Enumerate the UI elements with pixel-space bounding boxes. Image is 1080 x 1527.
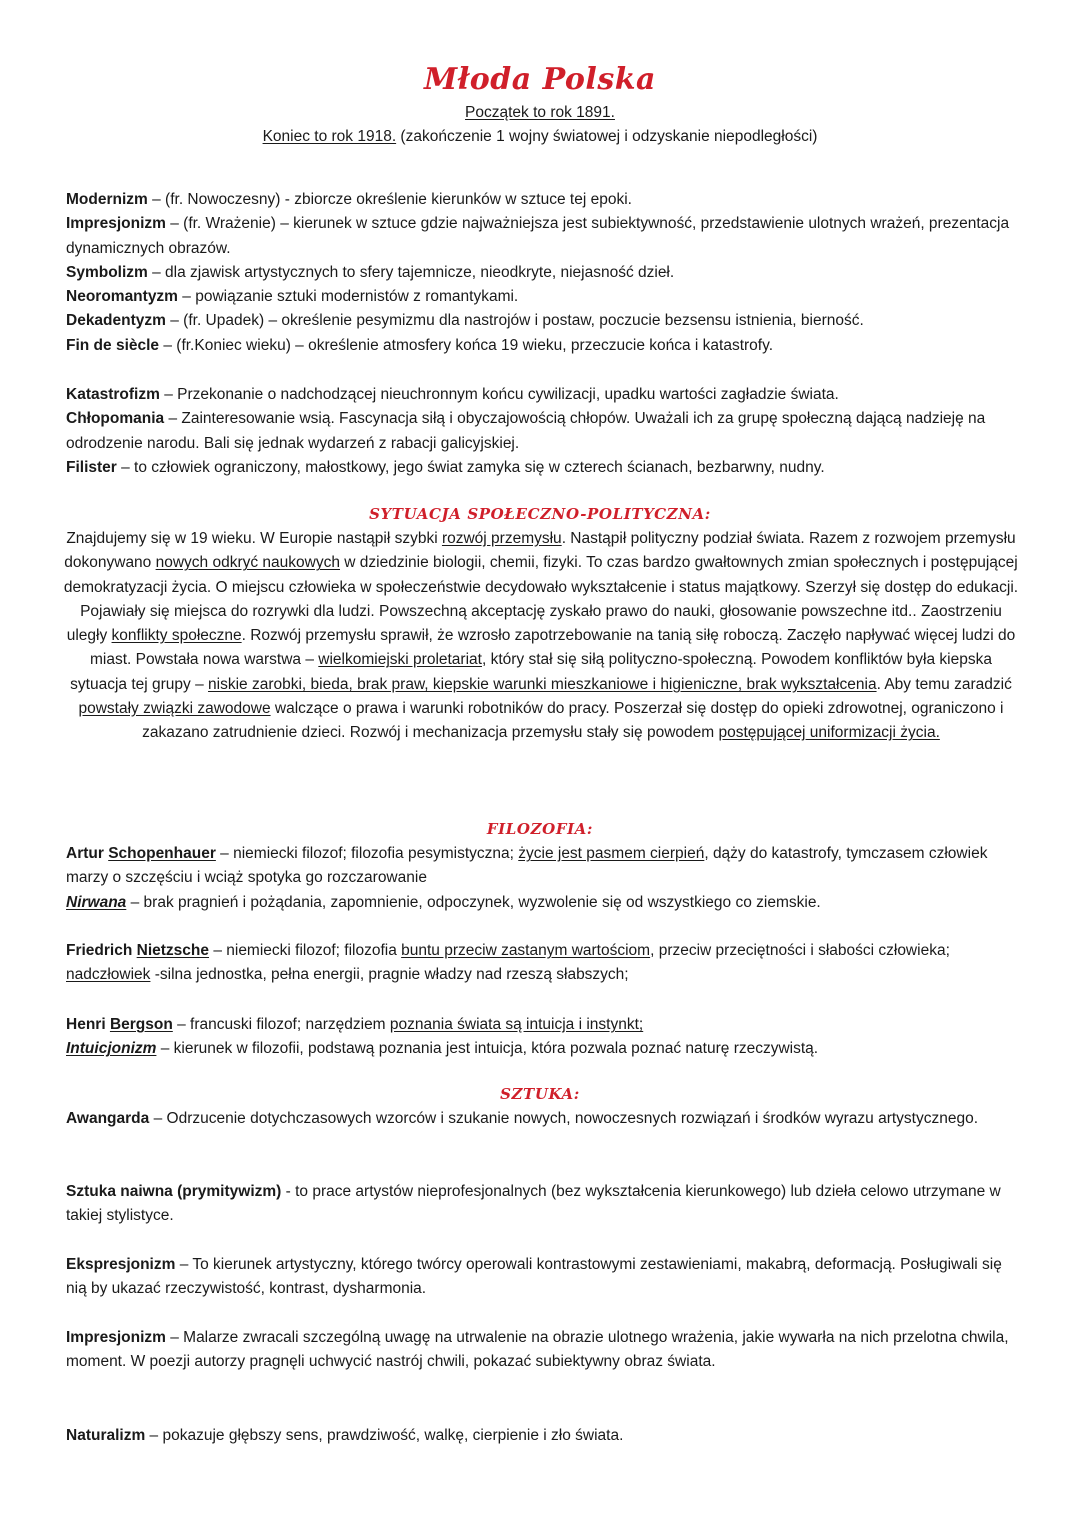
philosophy-nietzsche: Friedrich Nietzsche – niemiecki filozof; filozofia buntu przeciw zastanym wartościom, przeciw przeciętności i słabości człowieka; nadczłowiek -silna jednostka, pełna energii, pragnie władzy nad rzeszą słabszych; bbox=[66, 942, 950, 984]
term-item: Symbolizm – dla zjawisk artystycznych to sfery tajemnicze, nieodkryte, niejasność dzieł. bbox=[66, 263, 675, 281]
art-awangarda: Awangarda – Odrzucenie dotychczasowych wzorców i szukanie nowych, nowoczesnych rozwiązań i środków wyrazu artystycznego. bbox=[66, 1110, 979, 1127]
section-heading-art: SZTUKA: bbox=[500, 1085, 580, 1103]
section-heading-philosophy: FILOZOFIA: bbox=[486, 820, 594, 838]
term-item: Impresjonizm – (fr. Wrażenie) – kierunek w sztuce gdzie najważniejsza jest subiektywność, przedstawienie ulotnych wrażeń, prezentacja dynamicznych obrazów. bbox=[66, 215, 1010, 257]
end-year: Koniec to rok 1918. (zakończenie 1 wojny światowej i odzyskanie niepodległości) bbox=[262, 128, 818, 145]
term-item: Fin de siècle – (fr.Koniec wieku) – określenie atmosfery końca 19 wieku, przeczucie końca i katastrofy. bbox=[66, 336, 774, 354]
term-item: Katastrofizm – Przekonanie o nadchodzącej nieuchronnym końcu cywilizacji, upadku wartości zagładzie świata. bbox=[66, 386, 839, 403]
page-title: Młoda Polska bbox=[424, 62, 656, 97]
art-sztuka-naiwna: Sztuka naiwna (prymitywizm) - to prace artystów nieprofesjonalnych (bez wykształcenia kierunkowego) lub dzieła celowo utrzymane w takiej stylistyce. bbox=[66, 1183, 1001, 1225]
term-item: Chłopomania – Zainteresowanie wsią. Fascynacja siłą i obyczajowością chłopów. Uważali ich za grupę społeczną dającą nadzieję na odrodzenie narodu. Bali się jednak wydarzeń z rabacji galicyjskiej. bbox=[66, 410, 986, 452]
terms-list bbox=[66, 188, 1016, 358]
art-impresjonizm: Impresjonizm – Malarze zwracali szczególną uwagę na utrwalenie na obrazie ulotnego wrażenia, jakie wywarła na nich przelotna chwila, moment. W poezji autorzy pragnęli uchwycić nastrój chwili, pokazać subiektywny obraz świata. bbox=[66, 1329, 1009, 1371]
art-ekspresjonizm: Ekspresjonizm – To kierunek artystyczny, którego twórcy operowali kontrastowymi zestawieniami, makabrą, deformacją. Posługiwali się nią by ukazać rzeczywistość, kontrast, dysharmonia. bbox=[66, 1256, 1002, 1298]
section-heading-social: SYTUACJA SPOŁECZNO-POLITYCZNA: bbox=[369, 505, 711, 523]
philosophy-bergson: Henri Bergson – francuski filozof; narzędziem poznania świata są intuicja i instynkt; Intuicjonizm – kierunek w filozofii, podstawą poznania jest intuicja, która pozwala poznać naturę rzeczywistą. bbox=[66, 1016, 819, 1058]
start-year: Początek to rok 1891. bbox=[465, 104, 615, 121]
social-paragraph: Znajdujemy się w 19 wieku. W Europie nastąpił szybki rozwój przemysłu. Nastąpił polityczny podział świata. Razem z rozwojem przemysłu dokonywano nowych odkryć naukowych w dziedzinie biologii, chemii, fizyki. To czas bardzo gwałtownych zmian społecznych i postępującej demokratyzacji życia. O miejscu człowieka w społeczeństwie decydowało wykształcenie i status majątkowy. Szerzył się dostęp do edukacji. Pojawiały się miejsca do rozrywki dla ludzi. Powszechną akceptację zyskało prawo do nauki, głosowanie powszechne itd.. Zaostrzeniu uległy konflikty społeczne. Rozwój przemysłu sprawił, że wzrosło zapotrzebowanie na tanią siłę roboczą. Zaczęło napływać więcej ludzi do miast. Powstała nowa warstwa – wielkomiejski proletariat, który stał się siłą polityczno-społeczną. Powodem konfliktów była kiepska sytuacja tej grupy – niskie zarobki, bieda, brak praw, kiepskie warunki mieszkaniowe i higieniczne, brak wykształcenia. Aby temu zaradzić powstały związki zawodowe walczące o prawa i warunki robotników do pracy. Poszerzał się dostęp do opieki zdrowotnej, ograniczono i zakazano zatrudnienie dzieci. Rozwój i mechanizacja przemysłu stały się powodem postępującej uniformizacji życia. bbox=[63, 530, 1019, 742]
term-item: Filister – to człowiek ograniczony, małostkowy, jego świat zamyka się w czterech ścianach, bezbarwny, nudny. bbox=[66, 458, 825, 476]
art-naturalizm: Naturalizm – pokazuje głębszy sens, prawdziwość, walkę, cierpienie i zło świata. bbox=[66, 1427, 624, 1444]
terms-list-2 bbox=[66, 383, 1016, 480]
philosophy-schopenhauer: Artur Schopenhauer – niemiecki filozof; filozofia pesymistyczna; życie jest pasmem cierpień, dąży do katastrofy, tymczasem człowiek marzy o szczęściu i wciąż spotyka go rozczarowanie Nirwana – brak pragnień i pożądania, zapomnienie, odpoczynek, wyzwolenie się od wszystkiego co ziemskie. bbox=[66, 845, 988, 911]
term-item: Dekadentyzm – (fr. Upadek) – określenie pesymizmu dla nastrojów i postaw, poczucie bezsensu istnienia, bierność. bbox=[66, 312, 864, 330]
term-item: Neoromantyzm – powiązanie sztuki modernistów z romantykami. bbox=[66, 288, 519, 306]
term-item: Modernizm – (fr. Nowoczesny) - zbiorcze określenie kierunków w sztuce tej epoki. bbox=[66, 191, 632, 208]
